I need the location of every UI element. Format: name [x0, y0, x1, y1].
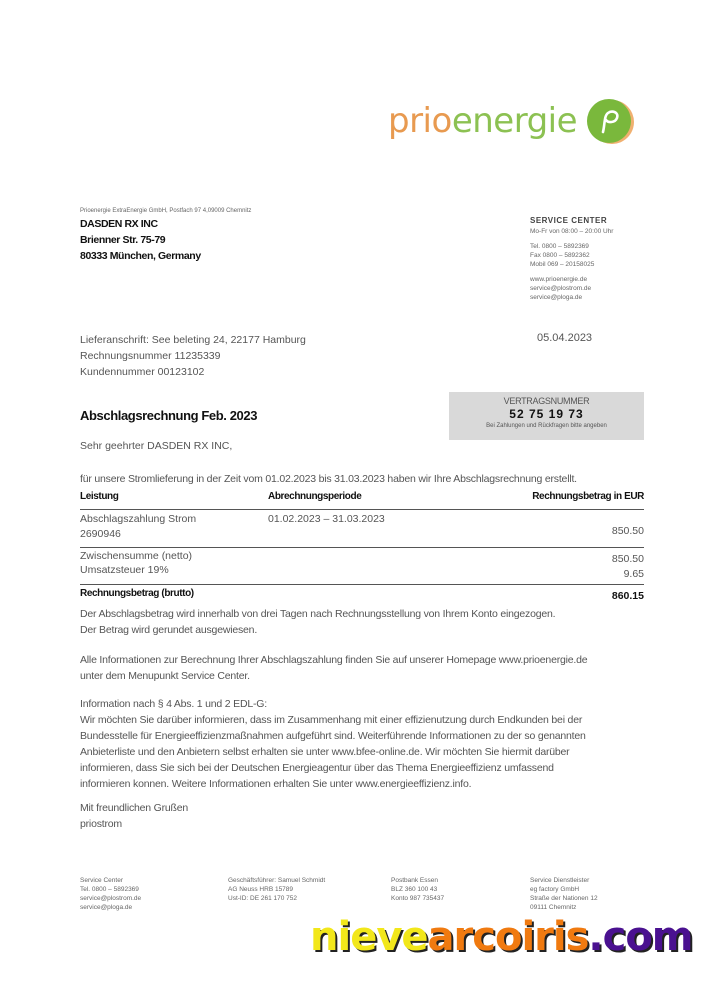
item-name: Abschlagszahlung Strom [80, 513, 197, 525]
recipient-street: Brienner Str. 75-79 [80, 234, 166, 246]
service-email-2[interactable]: service@ploga.de [530, 294, 583, 301]
closing-greeting: Mit freundlichen Grußen [80, 802, 189, 814]
closing [80, 800, 188, 832]
logo-p-icon [587, 99, 631, 143]
total-label: Rechnungsbetrag (brutto) [80, 588, 194, 599]
service-email-1[interactable]: service@plostrom.de [530, 285, 592, 292]
intro-text: für unsere Stromlieferung in der Zeit vom 01.02.2023 bis 31.03.2023 haben wir Ihre Abschlagsrechnung erstellt. [80, 473, 577, 485]
logo-text: prioenergie [388, 101, 578, 141]
service-tel: Tel. 0800 – 5892369 [530, 243, 589, 250]
item-id: 2690946 [80, 528, 121, 540]
invoice-references [80, 332, 306, 380]
service-center-info [530, 216, 613, 302]
header-period: Abrechnungsperiode [268, 491, 362, 502]
service-web[interactable]: www.prioenergie.de [530, 276, 588, 283]
service-center-title: SERVICE CENTER [530, 216, 608, 225]
contract-label: VERTRAGSNUMMER [503, 396, 590, 406]
subtotal-rows [80, 550, 644, 580]
contract-note: Bei Zahlungen und Rückfragen bitte angeben [486, 423, 607, 429]
recipient-name: DASDEN RX INC [80, 218, 158, 230]
service-fax: Fax 0800 – 5892362 [530, 252, 590, 259]
vat-label: Umsatzsteuer 19% [80, 564, 169, 576]
payment-paragraph: Der Abschlagsbetrag wird innerhalb von drei Tagen nach Rechnungsstellung von Ihrem Konto eingezogen. Der Betrag wird gerundet ausgewiesen. [80, 608, 556, 636]
table-divider [80, 509, 644, 510]
subtotal-value: 850.50 [611, 553, 644, 565]
recipient-city: 80333 München, Germany [80, 250, 201, 262]
sender-return-address: Prioenergie ExtraEnergie GmbH, Postfach 97 4,09009 Chemnitz [80, 208, 252, 214]
watermark-logo: nievearcoiris.com [310, 914, 693, 960]
contract-number-box [449, 392, 644, 440]
closing-signature: priostrom [80, 818, 122, 830]
salutation: Sehr geehrter DASDEN RX INC, [80, 440, 233, 452]
contract-number: 52 75 19 73 [509, 407, 584, 421]
subtotal-label: Zwischensumme (netto) [80, 550, 193, 562]
service-mobil: Mobil 069 – 20158025 [530, 261, 595, 268]
item-amount: 850.50 [611, 525, 644, 537]
footer-company-info: Geschäftsführer: Samuel Schmidt AG Neuss HRB 15789 Ust-ID: DE 261 170 752 [228, 877, 326, 902]
edl-paragraph: Information nach § 4 Abs. 1 und 2 EDL-G: Wir möchten Sie darüber informieren, dass im Zusammenhang mit einer effizienutzung durch Endkunden bei der Bundesstelle für Energieeffizienzmaßnahmen aufgeführt sind. Weiterführende Informationen zu der so genannten Anbieterliste und den Anbietern selbst erhalten sie unter www.bfee-online.de. Wir möchten Sie hiermit darüber informieren, dass Sie sich bei der Deutschen Energieagentur über das Thema Energieeffizienz umfassend informieren konnen. Weitere Informationen erhalten Sie unter www.energieeffizienz.info. [80, 698, 586, 790]
table-divider [80, 584, 644, 585]
customer-number: Kundennummer 00123102 [80, 366, 205, 378]
service-hours: Mo-Fr von 08:00 – 20:00 Uhr [530, 228, 614, 235]
invoice-date: 05.04.2023 [537, 332, 593, 344]
total-row [80, 588, 644, 602]
footer-service-provider: Service Dienstleister eg factory GmbH Straße der Nationen 12 09111 Chemnitz [530, 877, 598, 911]
footer-bank-info: Postbank Essen BLZ 360 100 43 Konto 987 735437 [391, 877, 445, 902]
header-leistung: Leistung [80, 491, 119, 502]
total-value: 860.15 [611, 590, 644, 602]
delivery-address: Lieferanschrift: See beleting 24, 22177 Hamburg [80, 334, 306, 346]
table-row [80, 513, 644, 543]
recipient-address [80, 216, 201, 264]
header-amount: Rechnungsbetrag in EUR [532, 491, 644, 502]
footer-service-center: Service Center Tel. 0800 – 5892369 service@plostrom.de service@ploga.de [80, 877, 142, 911]
document-title: Abschlagsrechnung Feb. 2023 [80, 408, 258, 423]
invoice-number: Rechnungsnummer 11235339 [80, 350, 221, 362]
vat-value: 9.65 [623, 568, 644, 580]
item-period: 01.02.2023 – 31.03.2023 [268, 513, 385, 525]
table-divider [80, 547, 644, 548]
company-logo [388, 96, 631, 146]
info-paragraph: Alle Informationen zur Berechnung Ihrer Abschlagszahlung finden Sie auf unserer Homepage www.prioenergie.de unter dem Menupunkt Service Center. [80, 654, 588, 682]
